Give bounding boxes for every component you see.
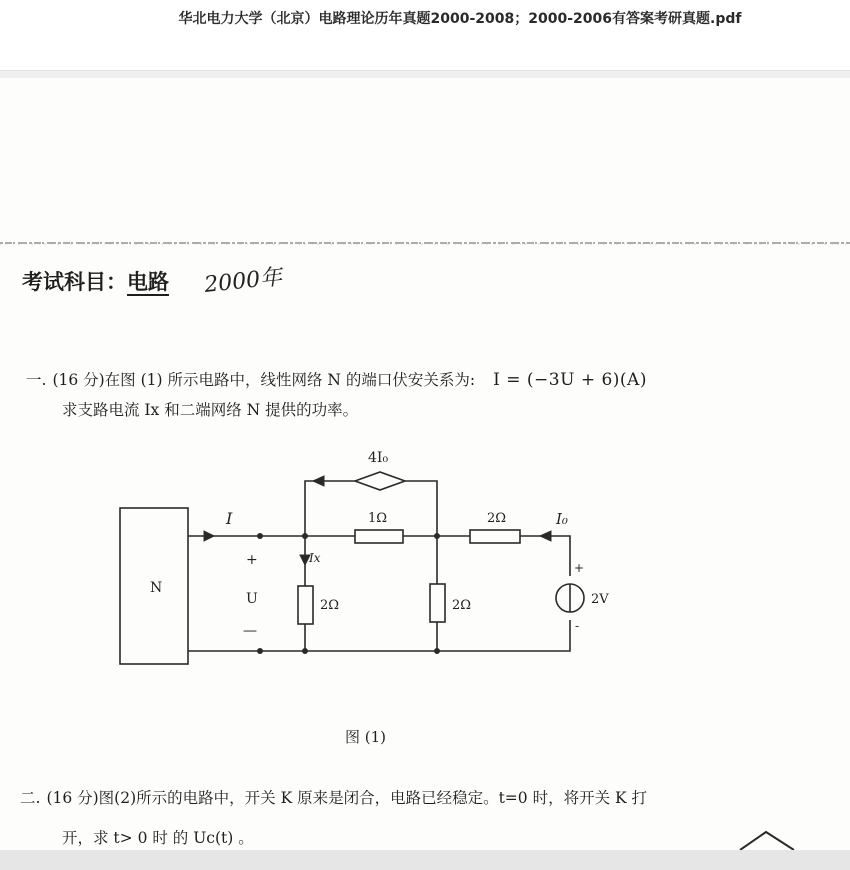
subject-value: 电路 <box>127 269 169 294</box>
label-current-I: I <box>226 509 233 528</box>
question-2-text: (16 分)图(2)所示的电路中，开关 K 原来是闭合，电路已经稳定。t=0 时，将开关 K 打 <box>46 789 648 807</box>
question-1 <box>26 368 647 390</box>
node <box>302 533 308 539</box>
arrow-dependent-source <box>313 476 324 486</box>
label-resistor-2ohm-top: 2Ω <box>487 511 507 526</box>
label-current-Ix: Ix <box>309 551 321 565</box>
footer-bar <box>0 850 850 870</box>
document-title: 华北电力大学（北京）电路理论历年真题2000-2008；2000-2006有答案考研真题.pdf <box>178 11 742 27</box>
exam-subject <box>22 266 169 296</box>
label-voltage-U: U <box>246 591 258 607</box>
label-vs-plus: + <box>574 561 585 575</box>
resistor-2ohm-mid <box>430 584 445 622</box>
node <box>302 648 308 654</box>
subject-label: 考试科目： <box>22 269 127 294</box>
label-current-I0: I₀ <box>556 510 568 528</box>
label-vs-value: 2V <box>591 592 609 607</box>
question-1-text: (16 分)在图 (1) 所示电路中，线性网络 N 的端口伏安关系为: <box>52 371 476 389</box>
arrow-current-I <box>204 531 214 541</box>
dependent-source-diamond <box>355 472 405 490</box>
label-voltage-plus: + <box>246 552 258 568</box>
label-network-n: N <box>150 580 163 596</box>
resistor-2ohm-top <box>470 530 520 543</box>
question-1-number: 一. <box>26 371 47 389</box>
question-2-number: 二. <box>20 789 41 807</box>
question-2 <box>20 786 647 808</box>
label-resistor-2ohm-left: 2Ω <box>320 598 340 613</box>
label-voltage-minus: — <box>243 623 257 639</box>
node <box>257 533 263 539</box>
node <box>257 648 263 654</box>
question-1-text-line2: 求支路电流 Ix 和二端网络 N 提供的功率。 <box>62 401 359 419</box>
label-dependent-source: 4I₀ <box>368 450 389 466</box>
handwritten-year: 2000年 <box>203 264 284 298</box>
label-resistor-1ohm: 1Ω <box>368 511 388 526</box>
label-vs-minus: - <box>575 619 580 633</box>
label-resistor-2ohm-mid: 2Ω <box>452 598 472 613</box>
circuit-figure-1 <box>0 438 850 728</box>
document-page <box>0 78 850 850</box>
scan-noise-line <box>0 240 850 246</box>
node <box>434 533 440 539</box>
figure-2-partial <box>738 828 798 850</box>
question-1-formula: I = (−3U + 6)(A) <box>493 370 647 390</box>
title-bar <box>0 0 850 71</box>
arrow-current-I0 <box>540 531 551 541</box>
resistor-2ohm-left <box>298 586 313 624</box>
resistor-1ohm <box>355 530 403 543</box>
node <box>434 648 440 654</box>
question-2-text-line2: 开，求 t> 0 时 的 Uc(t) 。 <box>62 829 254 847</box>
figure-1-caption: 图 (1) <box>345 728 387 746</box>
